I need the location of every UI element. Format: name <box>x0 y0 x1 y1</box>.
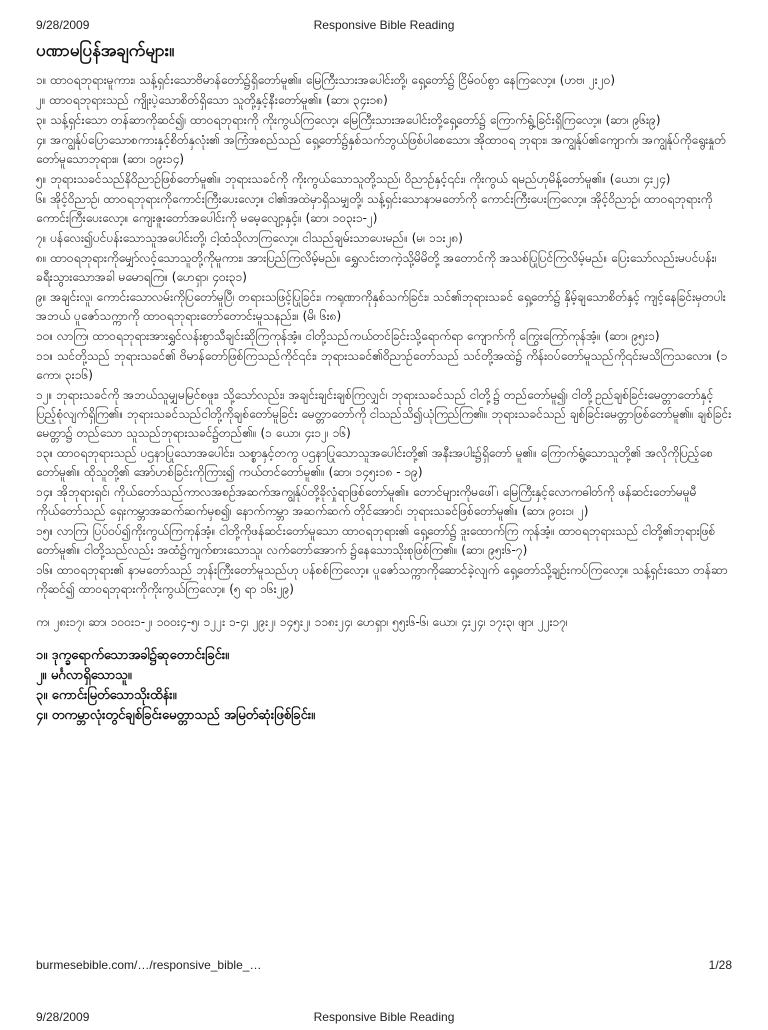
verse-item: ၁၁။ သင်တို့သည် ဘုရားသခင်၏ ဗိမာန်တော်ဖြစ်ကြသည်ကိုင်၎င်း၊ ဘုရားသခင်၏ဝိညာဉ်တော်သည် သင်တို့အထဲ၌ ကိန်းဝပ်တော်မူသည်ကို၎င်းမသိကြသလော။ (၁ ကော၊ ၃း၁၆) <box>36 349 728 382</box>
topic-list <box>36 646 732 726</box>
page-header <box>0 18 768 38</box>
page-title: Responsive Bible Reading <box>313 1010 455 1024</box>
verse-item: ၅။ ဘုရားသခင်သည်နိဝိညာဉ်ဖြစ်တော်မူ၏။ ဘုရားသခင်ကို ကိုးကွယ်သောသူတို့သည်၊ ဝိညာဉ်နှင့်၎င်း၊ ကိုးကွယ် ရမည်ဟုမိန့်တော်မူ၏။ (ယော၊ ၄း၂၄) <box>36 172 671 186</box>
verse-item: ၈။ ထာဝရဘုရားကိုမျှော်လင့်သောသူတို့ကိုမူကား၊ အားပြည်ကြလိမ့်မည်။ ရွှေလင်းတကဲ့သို့မိမိတို့ အတောင်ကို အသစ်ပြုပြင်ကြလိမ့်မည်။ ပြေးသော်လည်းမပင်ပန်း၊ ခရီးသွားသောအခါ မမောရကြ။ (ဟေရှာ၊ ၄၀း၃၁) <box>36 251 717 284</box>
page-footer <box>36 958 732 976</box>
reference-list: က၊ ၂၈း၁၇၊ ဆာ၊ ၁၀၀း၁-၂၊ ၁၀၀း၄-၅၊ ၁၂၂း ၁-၄၊ ၂၉း၂၊ ၁၄၅း၂၊ ၁၁၈း၂၄၊ ဟေရှာ၊ ၅၅း၆-၆၊ ယော၊ ၄း၂၄၊ ၁၇း၃၊ ဖျာ၊ ၂၂း၁၇၊ <box>36 615 568 629</box>
verse-item: ၁၄။ အိုဘုရားရှင်၊ ကိုယ်တော်သည်ကာလအစဉ်အဆက်အကျွန်ုပ်တို့ခိုလှုံရာဖြစ်တော်မူ၏။ တောင်များကိုမဖေါ်၊ မြေကြီးနှင့်လောကဓါတ်ကို ဖန်ဆင်းတော်မမူမီ ကိုယ်တော်သည် ရှေးကမ္ဘာအဆက်ဆက်မှစ၍၊ နောက်ကမ္ဘာ အဆက်ဆက် တိုင်အောင်၊ ဘုရားသခင်ဖြစ်တော်မူ၏။ (ဆာ၊ ၉၀း၁၊ ၂) <box>36 485 697 518</box>
verse-item: ၁၆။ ထာဝရဘုရား၏ နာမတော်သည် ဘုန်းကြီးတော်မူသည်ဟု ပန်စစ်ကြလော့။ ပူဇော်သက္ကာကိုဆောင်ခဲ့လျက် ရှေ့တော်သို့ချဉ်းကပ်ကြလော့။ သန့်ရှင်းသော တန်ဆာကိုဆင်၍ ထာဝရဘုရားကိုကိုးကွယ်ကြလော့။ (၅ ရာ ၁၆း၂၉) <box>36 563 728 596</box>
page-number: 1/28 <box>708 958 732 972</box>
verse-list <box>36 71 732 599</box>
verse-item: ၄။ အကျွန်ုပ်ပြောသောစကားနှင့်စိတ်နှလုံး၏ အကြံအစည်သည် ရှေ့တော်၌နှစ်သက်ဘွယ်ဖြစ်ပါစေသော၊ အိုထာဝရ ဘုရား၊ အကျွန်ုပ်၏ကျောက်၊ အကျွန်ုပ်ကိုရွေးနှုတ်တော်မူသောဘုရား။ (ဆာ၊ ၁၉း၁၄) <box>36 133 727 166</box>
next-page-header <box>0 1010 768 1030</box>
print-date: 9/28/2009 <box>36 18 90 32</box>
verse-item: ၆။ အိုင့်ဝိညာဉ်၊ ထာဝရဘုရားကိုကောင်းကြီးပေးလော့။ ငါ၏အထဲမှာရှိသမျှတို့၊ သန့်ရှင်းသောနာမတော်ကို ကောင်းကြီးပေးကြလော့။ အိုင့်ဝိညာဉ်၊ ထာဝရဘုရားကိုကောင်းကြီးပေးလော့။ ကျေးဇူးတော်အပေါင်းကို မမေ့လျော့နှင့်။ (ဆာ၊ ၁၀၃း၁-၂) <box>36 192 713 225</box>
source-url: burmesebible.com/…/responsive_bible_… <box>36 958 262 972</box>
section-heading: ပဏာမပြန်အချက်များ။ <box>36 41 175 61</box>
verse-item: ၁။ ထာဝရဘုရားမူကား၊ သန့်ရှင်းသောဗိမာန်တော်၌ရှိတော်မူ၏။ မြေကြီးသားအပေါင်းတို့၊ ရှေ့တော်၌ ငြိမ်ဝပ်စွာ နေကြလော့။ (ဟဗ၊ ၂း၂၀) <box>36 73 616 87</box>
verse-item: ၁၂။ ဘုရားသခင်ကို အဘယ်သူမျှမမြင်စဖူး၊ သို့သော်လည်း၊ အချင်းချင်းချစ်ကြလျှင်၊ ဘုရားသခင်သည် ငါတို့၌ တည်တော်မူ၍၊ ငါတို့ဥည်ချစ်ခြင်းမေတ္တာတော်နှင့် ပြည့်စုံလျက်ရှိကြ၏။ ဘုရားသခင်သည်ငါတို့ကိုချစ်တော်မူခြင်း မေတ္တာတော်ကို ငါသည်သိ၍ယုံကြည်ကြ၏။ ဘုရားသခင်သည် ချစ်ခြင်းမေတ္တာဖြစ်တော်မူ၏။ ချစ်ခြင်းမေတ္တာ၌ တည်သော သူသည်ဘုရားသခင်၌တည်၏။ (၁ ယော၊ ၄း၁၂၊ ၁၆) <box>36 388 732 440</box>
topic-item: ၄။ တကမ္ဘာလုံးတွင်ချစ်ခြင်းမေတ္တာသည် အမြတ်ဆုံးဖြစ်ခြင်း။ <box>36 708 316 723</box>
page-title: Responsive Bible Reading <box>313 18 455 32</box>
verse-item: ၁၀။ လာကြ၊ ထာဝရဘုရားအားရွှင်လန်းစွာသီချင်းဆိုကြကုန်အံ့။ ငါတို့သည်ကယ်တင်ခြင်းသို့ရောက်ရာ ကျောက်ကို ကြွေးကြော်ကုန်အံ့။ (ဆာ၊ ၉၅း၁) <box>36 329 660 343</box>
verse-item: ၉။ အချင်းလူ၊ ကောင်းသောလမ်းကိုပြတော်မူပြီ၊ တရားသဖြင့်ပြုခြင်း၊ ကရုဏာကိုနှစ်သက်ခြင်း၊ သင်၏ဘုရားသခင် ရှေ့တော်၌ နှိမ့်ချသောစိတ်နှင့် ကျင့်နေခြင်းမှတပါးအဘယ် ပူဇော်သက္ကာကို ထာဝရဘုရားတော်တောင်းမူသနည်း။ (မိ၊ ၆း၈) <box>36 290 726 323</box>
topic-item: ၁။ ဒုက္ခရောက်သောအခါ၌ဆုတောင်းခြင်း။ <box>36 648 230 663</box>
verse-item: ၇။ ပန်လေး၍ပင်ပန်းသောသူအပေါင်းတို့၊ ငါ့ထံသိုလာကြလော့။ ငါသည်ချမ်းသာပေးမည်။ (မ၊ ၁၁း၂၈) <box>36 231 463 245</box>
verse-item: ၁၃။ ထာဝရဘုရားသည် ပဌနာပြုသောအပေါင်း၊ သစ္စာနှင့်တကွ ပဌနာပြုသောသူအပေါင်းတို့၏ အနီးအပါး၌ရှိတော် မူ၏။ ကြောက်ရွံ့သောသူတို့၏ အလိုကိုပြည့်စေတော်မူ၏။ ထိုသူတို့၏ အော်ဟစ်ခြင်းကိုကြား၍ ကယ်တင်တော်မူ၏။ (ဆာ၊ ၁၄၅း၁၈ - ၁၉) <box>36 446 713 479</box>
verse-item: ၃။ သန့်ရှင်းသော တန်ဆာကိုဆင်၍၊ ထာဝရဘုရားကို ကိုးကွယ်ကြလော့၊ မြေကြီးသားအပေါင်းတို့ရှေ့တော်၌ ကြောက်ရွံ့ခြင်းရှိကြလော့။ (ဆာ၊ ၉၆း၉) <box>36 113 661 127</box>
print-date: 9/28/2009 <box>36 1010 90 1024</box>
topic-item: ၃။ ကောင်းမြတ်သောသိုးထိန်း။ <box>36 688 177 703</box>
topic-item: ၂။ မင်္ဂလာရှိသောသူ။ <box>36 668 132 683</box>
verse-item: ၁၅။ လာကြ၊ ပြပ်ဝပ်၍ကိုးကွယ်ကြကုန်အံ့။ ငါတို့ကိုဖန်ဆင်းတော်မူသော ထာဝရဘုရား၏ ရှေ့တော်၌ ဒူးထောက်ကြ ကုန်အံ့။ ထာဝရဘုရားသည် ငါတို့၏ဘုရားဖြစ်တော်မူ၏။ ငါတို့သည်လည်း အထံ၌ကျက်စားသောသူ၊ လက်တော်အောက် ၌နေသောသိုးစုဖြစ်ကြ၏။ (ဆာ၊ ၉၅း၆-၇) <box>36 524 716 557</box>
document-body <box>36 38 732 950</box>
verse-item: ၂။ ထာဝရဘုရားသည် ကျိုးပဲ့သောစိတ်ရှိသော သူတို့နှင့်နီးတော်မူ၏။ (ဆာ၊ ၃၄း၁၈) <box>36 93 388 107</box>
